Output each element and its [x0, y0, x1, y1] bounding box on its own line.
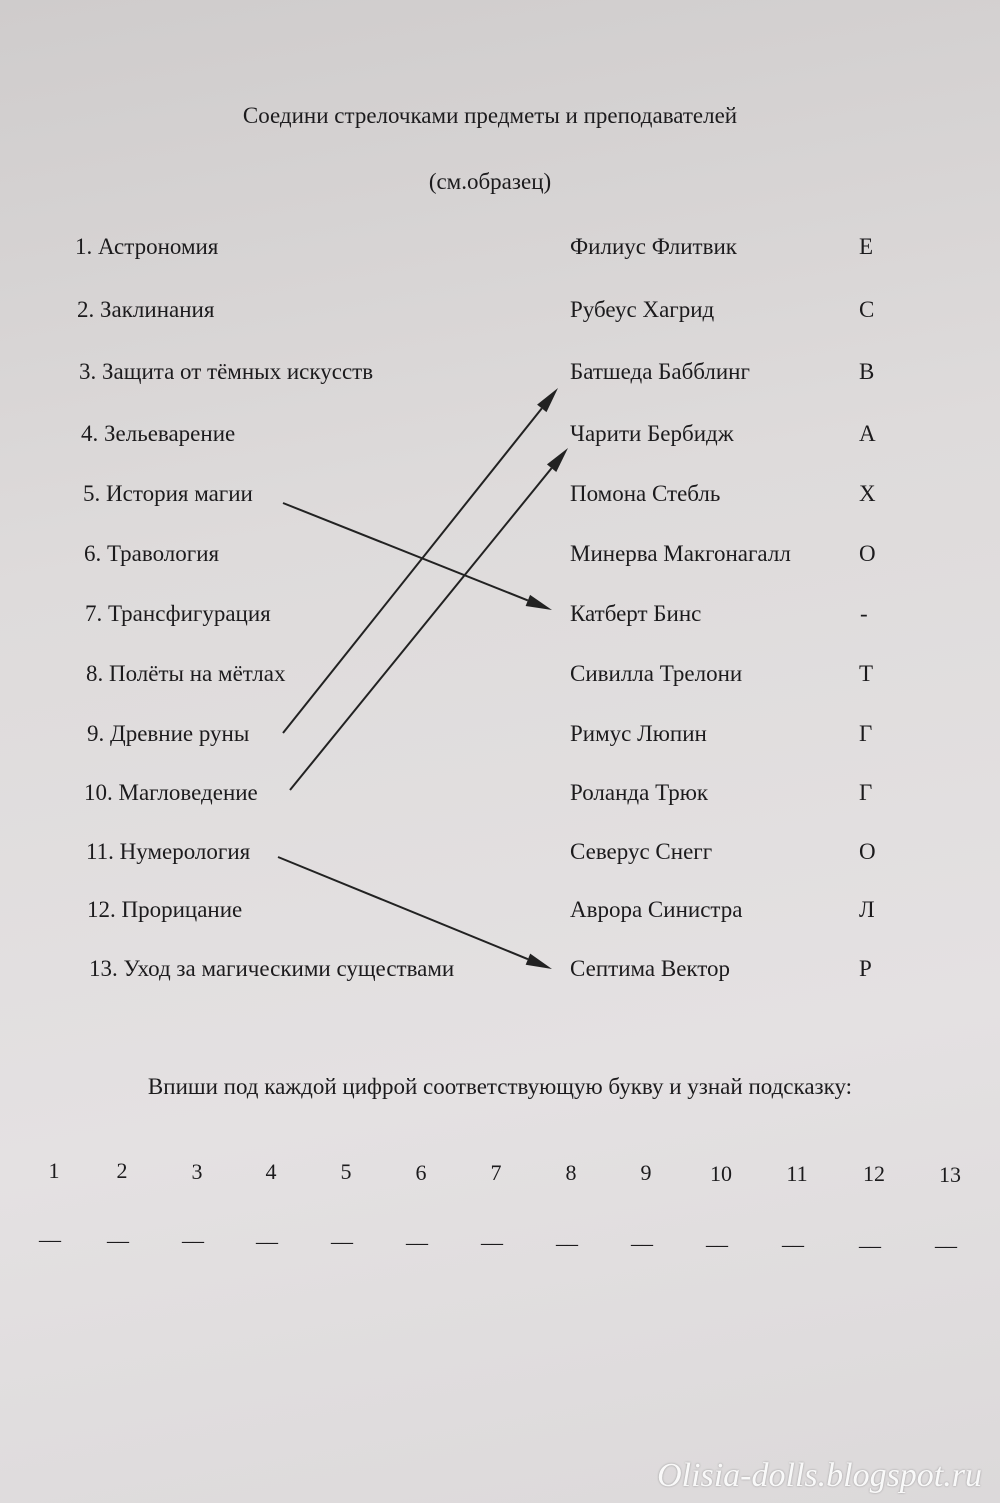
- answer-number: 1: [48, 1158, 60, 1183]
- answer-blank[interactable]: __: [782, 1224, 804, 1249]
- answer-number: 5: [340, 1159, 352, 1185]
- teacher-letter: -: [860, 601, 868, 626]
- teacher-item: Рубеус Хагрид: [570, 297, 715, 322]
- subject-item: 9. Древние руны: [87, 721, 250, 746]
- teacher-letter: В: [859, 359, 875, 384]
- subject-item: 11. Нумерология: [86, 839, 251, 864]
- subject-item: 1. Астрономия: [75, 234, 219, 259]
- arrow: [278, 857, 552, 969]
- teacher-letter: Р: [859, 956, 872, 981]
- subject-item: 13. Уход за магическими существами: [89, 956, 455, 981]
- teacher-item: Минерва Макгонагалл: [570, 541, 791, 566]
- answer-number: 9: [640, 1160, 652, 1186]
- teacher-letter: Г: [859, 780, 873, 805]
- answer-blank[interactable]: __: [256, 1220, 278, 1246]
- subject-item: 5. История магии: [83, 481, 253, 506]
- subject-item: 6. Травология: [84, 541, 220, 566]
- answer-number: 11: [786, 1161, 808, 1186]
- watermark: Olisia-dolls.blogspot.ru: [657, 1457, 982, 1494]
- answer-blank[interactable]: __: [706, 1223, 728, 1249]
- answer-number: 6: [415, 1159, 427, 1185]
- subject-item: 7. Трансфигурация: [85, 601, 271, 626]
- teacher-letter: Е: [859, 234, 874, 259]
- subject-item: 4. Зельеварение: [81, 421, 236, 446]
- teacher-letter: С: [859, 297, 875, 322]
- teacher-letter: О: [859, 541, 876, 566]
- teacher-letter: О: [859, 839, 876, 864]
- teacher-letter: Т: [859, 661, 874, 686]
- teacher-item: Северус Снегг: [570, 839, 713, 864]
- teacher-letter: Г: [859, 721, 873, 746]
- answer-number: 12: [863, 1161, 885, 1187]
- teacher-item: Септима Вектор: [570, 956, 731, 981]
- subject-item: 3. Защита от тёмных искусств: [79, 359, 374, 384]
- teacher-letter: Х: [859, 481, 876, 506]
- answer-number: 2: [116, 1158, 128, 1184]
- arrow: [283, 503, 552, 610]
- subject-item: 8. Полёты на мётлах: [86, 661, 286, 686]
- teacher-item: Роланда Трюк: [570, 780, 709, 805]
- teacher-item: Филиус Флитвик: [570, 234, 737, 259]
- answer-blank[interactable]: __: [935, 1225, 957, 1250]
- teacher-item: Катберт Бинс: [570, 601, 702, 626]
- answer-number: 10: [710, 1160, 732, 1186]
- page-subtitle: (см.образец): [428, 169, 552, 194]
- answer-number: 13: [939, 1161, 961, 1187]
- answer-blank[interactable]: __: [481, 1222, 503, 1247]
- answer-blank[interactable]: __: [331, 1221, 353, 1246]
- teacher-letter: Л: [859, 897, 875, 922]
- teacher-letter: А: [859, 421, 876, 446]
- subject-item: 12. Прорицание: [87, 897, 243, 922]
- subject-item: 2. Заклинания: [77, 297, 215, 322]
- answer-number: 3: [191, 1158, 203, 1184]
- instruction: Впиши под каждой цифрой соответствующую букву и узнай подсказку:: [147, 1074, 853, 1099]
- subject-item: 10. Магловедение: [84, 780, 258, 805]
- answer-blank[interactable]: __: [631, 1223, 653, 1248]
- teacher-item: Чарити Бербидж: [570, 421, 734, 446]
- answer-number: 8: [565, 1160, 577, 1186]
- answer-number: 7: [490, 1159, 502, 1185]
- answer-blank[interactable]: __: [406, 1221, 428, 1247]
- answer-blank[interactable]: __: [859, 1224, 881, 1250]
- answer-blank[interactable]: __: [39, 1219, 61, 1244]
- answer-blank[interactable]: __: [556, 1222, 578, 1248]
- arrow: [283, 388, 558, 733]
- arrow: [290, 448, 568, 790]
- teacher-item: Батшеда Бабблинг: [570, 359, 750, 384]
- teacher-item: Помона Стебль: [570, 481, 721, 506]
- answer-blank[interactable]: __: [182, 1220, 204, 1245]
- teacher-item: Аврора Синистра: [570, 897, 743, 922]
- teacher-item: Сивилла Трелони: [570, 661, 743, 686]
- page-title: Соедини стрелочками предметы и преподавателей: [242, 103, 738, 128]
- teacher-item: Римус Люпин: [570, 721, 707, 746]
- answer-blank[interactable]: __: [107, 1219, 129, 1245]
- answer-number: 4: [265, 1158, 277, 1184]
